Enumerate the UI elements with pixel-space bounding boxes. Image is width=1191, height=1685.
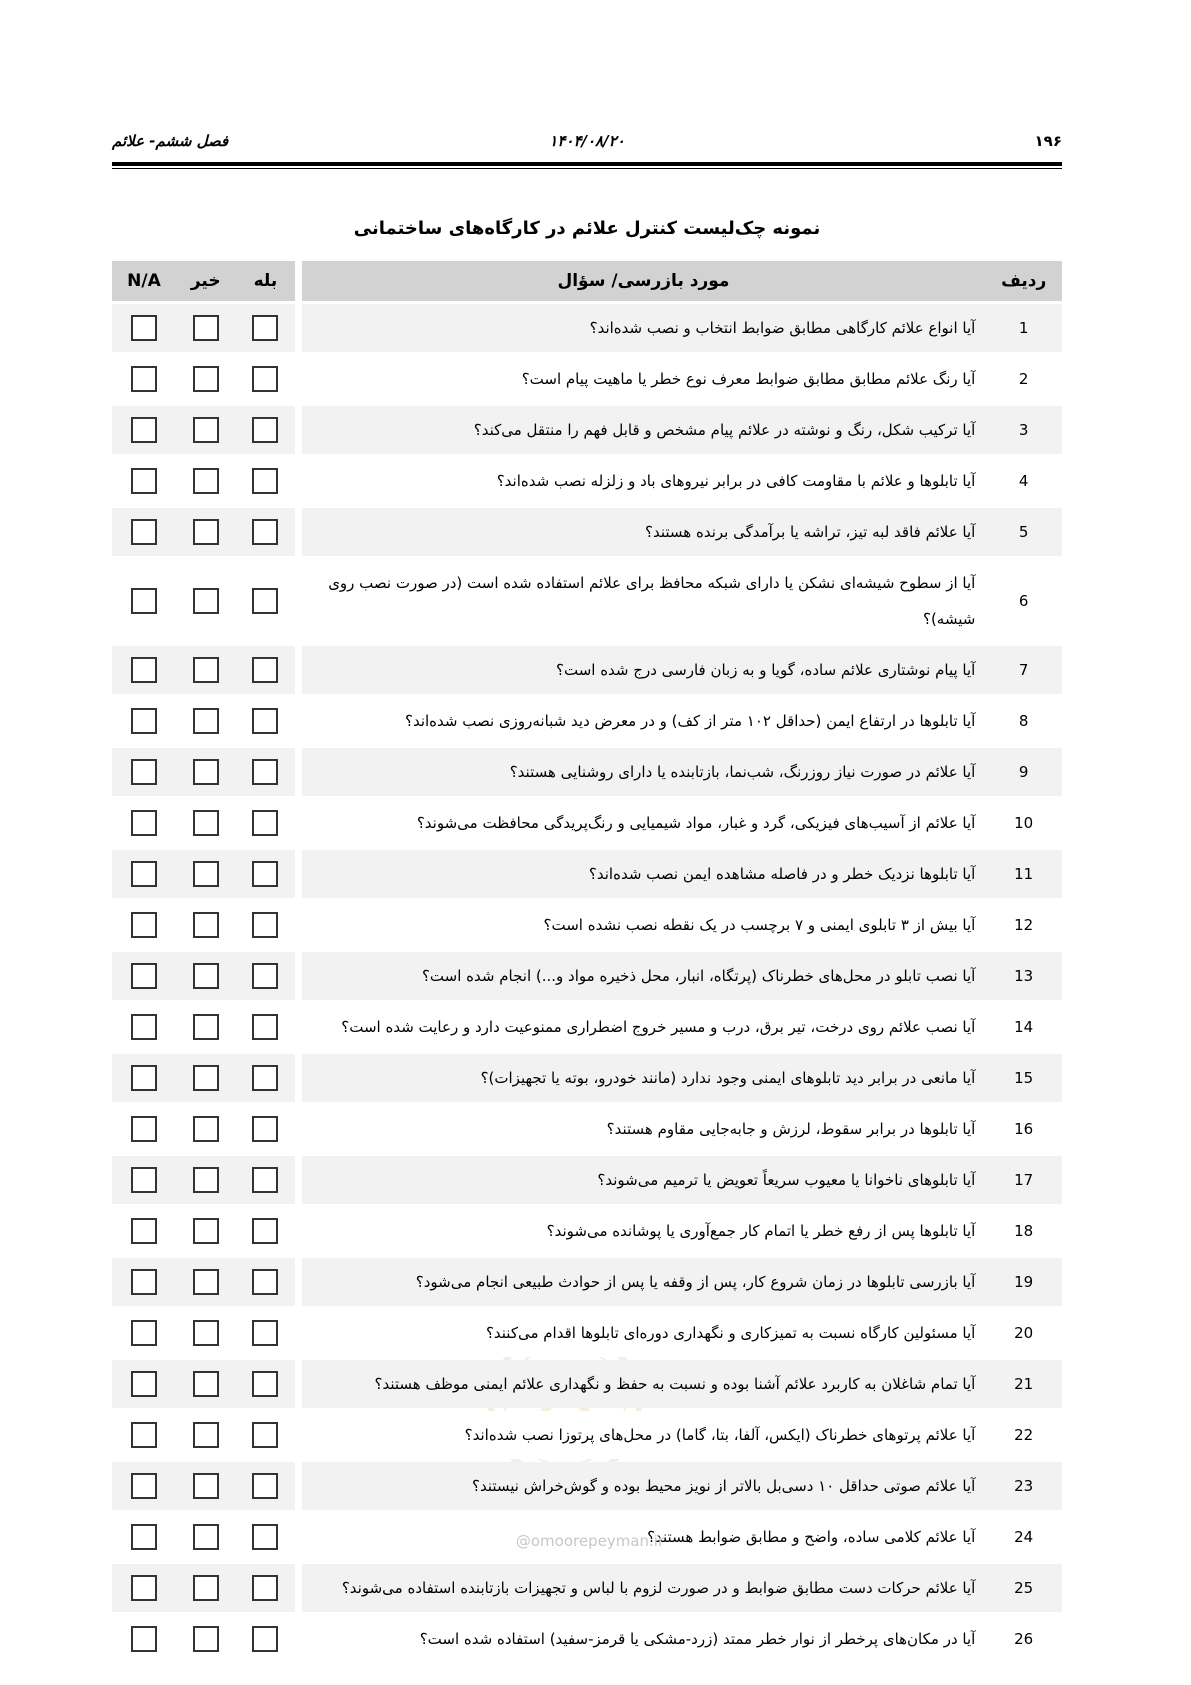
question-text: آیا علائم حرکات دست مطابق ضوابط و در صورت لزوم با لباس و تجهیزات بازتابنده استفاده می‌شوند؟ bbox=[302, 1564, 986, 1612]
row-number: 14 bbox=[985, 1003, 1062, 1051]
checkbox-no[interactable] bbox=[193, 759, 219, 785]
checkbox-cell-no bbox=[176, 508, 236, 556]
column-header-na: N/A bbox=[112, 261, 176, 301]
checkbox-na[interactable] bbox=[131, 588, 157, 614]
checkbox-no[interactable] bbox=[193, 912, 219, 938]
checkbox-no[interactable] bbox=[193, 1167, 219, 1193]
checkbox-no[interactable] bbox=[193, 1524, 219, 1550]
checkbox-no[interactable] bbox=[193, 1473, 219, 1499]
question-text: آیا انواع علائم کارگاهی مطابق ضوابط انتخاب و نصب شده‌اند؟ bbox=[302, 304, 986, 352]
column-separator bbox=[295, 1615, 301, 1663]
checkbox-cell-na bbox=[112, 1207, 176, 1255]
row-number: 6 bbox=[985, 559, 1062, 643]
checkbox-cell-na bbox=[112, 559, 176, 643]
checkbox-cell-na bbox=[112, 901, 176, 949]
checkbox-no[interactable] bbox=[193, 1575, 219, 1601]
checkbox-na[interactable] bbox=[131, 1269, 157, 1295]
table-header-row bbox=[112, 261, 1062, 301]
column-separator bbox=[295, 646, 301, 694]
checkbox-yes[interactable] bbox=[252, 366, 278, 392]
checkbox-cell-na bbox=[112, 355, 176, 403]
checkbox-yes[interactable] bbox=[252, 1524, 278, 1550]
checkbox-na[interactable] bbox=[131, 1575, 157, 1601]
checkbox-cell-no bbox=[176, 1462, 236, 1510]
checkbox-yes[interactable] bbox=[252, 417, 278, 443]
row-number: 4 bbox=[985, 457, 1062, 505]
checkbox-cell-yes bbox=[236, 559, 296, 643]
table-row bbox=[112, 646, 1062, 694]
checkbox-no[interactable] bbox=[193, 1116, 219, 1142]
checkbox-yes[interactable] bbox=[252, 912, 278, 938]
column-separator bbox=[295, 559, 301, 643]
row-number: 16 bbox=[985, 1105, 1062, 1153]
checklist-title: نمونه چک‌لیست کنترل علائم در کارگاه‌های ساختمانی bbox=[353, 218, 821, 239]
column-separator bbox=[295, 304, 301, 352]
checkbox-cell-na bbox=[112, 304, 176, 352]
column-separator bbox=[295, 261, 301, 301]
checkbox-na[interactable] bbox=[131, 1014, 157, 1040]
checkbox-no[interactable] bbox=[193, 1371, 219, 1397]
checkbox-cell-no bbox=[176, 1207, 236, 1255]
checkbox-yes[interactable] bbox=[252, 1167, 278, 1193]
question-text: آیا علائم از آسیب‌های فیزیکی، گرد و غبار، مواد شیمیایی و رنگ‌پریدگی محافظت می‌شوند؟ bbox=[302, 799, 986, 847]
column-header-question: مورد بازرسی/ سؤال bbox=[302, 261, 986, 301]
checkbox-na[interactable] bbox=[131, 1422, 157, 1448]
column-separator bbox=[295, 748, 301, 796]
checkbox-na[interactable] bbox=[131, 810, 157, 836]
question-text: آیا نصب علائم روی درخت، تیر برق، درب و مسیر خروج اضطراری ممنوعیت دارد و رعایت شده است؟ bbox=[302, 1003, 986, 1051]
table-row bbox=[112, 850, 1062, 898]
checkbox-cell-no bbox=[176, 1258, 236, 1306]
table-row bbox=[112, 1207, 1062, 1255]
question-text: آیا تابلوها در برابر سقوط، لرزش و جابه‌جایی مقاوم هستند؟ bbox=[302, 1105, 986, 1153]
checklist-table bbox=[112, 258, 1062, 1666]
checkbox-yes[interactable] bbox=[252, 861, 278, 887]
page-number: ۱۹۶ bbox=[1034, 132, 1062, 150]
checkbox-na[interactable] bbox=[131, 1371, 157, 1397]
table-row bbox=[112, 1156, 1062, 1204]
column-separator bbox=[295, 355, 301, 403]
checkbox-na[interactable] bbox=[131, 1626, 157, 1652]
question-text: آیا مانعی در برابر دید تابلوهای ایمنی وجود ندارد (مانند خودرو، بوته یا تجهیزات)؟ bbox=[302, 1054, 986, 1102]
column-separator bbox=[295, 799, 301, 847]
checkbox-na[interactable] bbox=[131, 468, 157, 494]
checkbox-cell-na bbox=[112, 1003, 176, 1051]
column-separator bbox=[295, 1360, 301, 1408]
row-number: 15 bbox=[985, 1054, 1062, 1102]
checkbox-cell-no bbox=[176, 1564, 236, 1612]
question-text: آیا بازرسی تابلوها در زمان شروع کار، پس از وقفه یا پس از حوادث طبیعی انجام می‌شود؟ bbox=[302, 1258, 986, 1306]
checkbox-cell-no bbox=[176, 1054, 236, 1102]
checkbox-no[interactable] bbox=[193, 366, 219, 392]
checkbox-cell-no bbox=[176, 406, 236, 454]
checkbox-cell-na bbox=[112, 748, 176, 796]
table-row bbox=[112, 1054, 1062, 1102]
checkbox-yes[interactable] bbox=[252, 1218, 278, 1244]
checkbox-cell-yes bbox=[236, 697, 296, 745]
checkbox-cell-yes bbox=[236, 508, 296, 556]
question-text: آیا تابلوهای ناخوانا یا معیوب سریعاً تعویض یا ترمیم می‌شوند؟ bbox=[302, 1156, 986, 1204]
checkbox-cell-yes bbox=[236, 1054, 296, 1102]
column-separator bbox=[295, 1156, 301, 1204]
checkbox-cell-no bbox=[176, 799, 236, 847]
checkbox-cell-na bbox=[112, 1513, 176, 1561]
question-text: آیا تمام شاغلان به کاربرد علائم آشنا بوده و نسبت به حفظ و نگهداری علائم ایمنی موظف هستند؟ bbox=[302, 1360, 986, 1408]
checkbox-no[interactable] bbox=[193, 1065, 219, 1091]
row-number: 20 bbox=[985, 1309, 1062, 1357]
table-row bbox=[112, 559, 1062, 643]
table-row bbox=[112, 1564, 1062, 1612]
table-row bbox=[112, 406, 1062, 454]
checkbox-cell-na bbox=[112, 952, 176, 1000]
question-text: آیا علائم پرتوهای خطرناک (ایکس، آلفا، بتا، گاما) در محل‌های پرتوزا نصب شده‌اند؟ bbox=[302, 1411, 986, 1459]
checkbox-cell-no bbox=[176, 355, 236, 403]
checkbox-cell-na bbox=[112, 1615, 176, 1663]
question-text: آیا تابلوها پس از رفع خطر یا اتمام کار جمع‌آوری یا پوشانده می‌شوند؟ bbox=[302, 1207, 986, 1255]
question-text: آیا علائم کلامی ساده، واضح و مطابق ضوابط هستند؟ bbox=[302, 1513, 986, 1561]
question-text: آیا علائم در صورت نیاز روزرنگ، شب‌نما، بازتابنده یا دارای روشنایی هستند؟ bbox=[302, 748, 986, 796]
checkbox-no[interactable] bbox=[193, 417, 219, 443]
checkbox-cell-no bbox=[176, 1156, 236, 1204]
row-number: 25 bbox=[985, 1564, 1062, 1612]
checkbox-no[interactable] bbox=[193, 468, 219, 494]
checkbox-na[interactable] bbox=[131, 708, 157, 734]
checkbox-cell-yes bbox=[236, 1156, 296, 1204]
row-number: 2 bbox=[985, 355, 1062, 403]
question-text: آیا تابلوها نزدیک خطر و در فاصله مشاهده ایمن نصب شده‌اند؟ bbox=[302, 850, 986, 898]
table-row bbox=[112, 1258, 1062, 1306]
checkbox-no[interactable] bbox=[193, 1320, 219, 1346]
checkbox-na[interactable] bbox=[131, 861, 157, 887]
checkbox-cell-yes bbox=[236, 406, 296, 454]
chapter-title: فصل ششم- علائم bbox=[112, 132, 229, 150]
checkbox-cell-no bbox=[176, 1003, 236, 1051]
column-separator bbox=[295, 1411, 301, 1459]
row-number: 24 bbox=[985, 1513, 1062, 1561]
checkbox-cell-na bbox=[112, 1054, 176, 1102]
table-row bbox=[112, 748, 1062, 796]
checkbox-cell-no bbox=[176, 646, 236, 694]
row-number: 10 bbox=[985, 799, 1062, 847]
column-separator bbox=[295, 850, 301, 898]
checkbox-cell-no bbox=[176, 1411, 236, 1459]
column-separator bbox=[295, 952, 301, 1000]
checkbox-cell-yes bbox=[236, 1258, 296, 1306]
checkbox-cell-na bbox=[112, 1105, 176, 1153]
row-number: 3 bbox=[985, 406, 1062, 454]
row-number: 18 bbox=[985, 1207, 1062, 1255]
row-number: 23 bbox=[985, 1462, 1062, 1510]
checkbox-cell-no bbox=[176, 850, 236, 898]
checkbox-cell-no bbox=[176, 1615, 236, 1663]
checkbox-na[interactable] bbox=[131, 657, 157, 683]
checkbox-cell-no bbox=[176, 1360, 236, 1408]
question-text: آیا در مکان‌های پرخطر از نوار خطر ممتد (زرد-مشکی یا قرمز-سفید) استفاده شده است؟ bbox=[302, 1615, 986, 1663]
checkbox-no[interactable] bbox=[193, 657, 219, 683]
row-number: 11 bbox=[985, 850, 1062, 898]
checkbox-no[interactable] bbox=[193, 708, 219, 734]
checkbox-yes[interactable] bbox=[252, 759, 278, 785]
checkbox-cell-yes bbox=[236, 1462, 296, 1510]
column-separator bbox=[295, 697, 301, 745]
checkbox-cell-na bbox=[112, 1258, 176, 1306]
checkbox-cell-yes bbox=[236, 799, 296, 847]
checkbox-cell-yes bbox=[236, 1105, 296, 1153]
checkbox-no[interactable] bbox=[193, 519, 219, 545]
table-row bbox=[112, 1309, 1062, 1357]
checkbox-yes[interactable] bbox=[252, 1575, 278, 1601]
checkbox-cell-na bbox=[112, 1564, 176, 1612]
row-number: 9 bbox=[985, 748, 1062, 796]
checkbox-cell-yes bbox=[236, 1309, 296, 1357]
checkbox-cell-no bbox=[176, 1513, 236, 1561]
header-rule-thin bbox=[112, 168, 1062, 169]
checkbox-yes[interactable] bbox=[252, 588, 278, 614]
checkbox-cell-na bbox=[112, 697, 176, 745]
checkbox-cell-no bbox=[176, 304, 236, 352]
checkbox-no[interactable] bbox=[193, 1626, 219, 1652]
checkbox-yes[interactable] bbox=[252, 1014, 278, 1040]
checkbox-cell-yes bbox=[236, 457, 296, 505]
column-separator bbox=[295, 406, 301, 454]
checkbox-yes[interactable] bbox=[252, 657, 278, 683]
question-text: آیا تابلوها و علائم با مقاومت کافی در برابر نیروهای باد و زلزله نصب شده‌اند؟ bbox=[302, 457, 986, 505]
checkbox-cell-na bbox=[112, 1360, 176, 1408]
table-row bbox=[112, 1360, 1062, 1408]
checkbox-yes[interactable] bbox=[252, 1269, 278, 1295]
checkbox-cell-no bbox=[176, 748, 236, 796]
checkbox-cell-yes bbox=[236, 304, 296, 352]
table-row bbox=[112, 901, 1062, 949]
checkbox-cell-yes bbox=[236, 1513, 296, 1561]
column-separator bbox=[295, 457, 301, 505]
checkbox-cell-yes bbox=[236, 1207, 296, 1255]
checkbox-na[interactable] bbox=[131, 1218, 157, 1244]
row-number: 8 bbox=[985, 697, 1062, 745]
checkbox-cell-yes bbox=[236, 1564, 296, 1612]
checkbox-cell-yes bbox=[236, 1360, 296, 1408]
checkbox-cell-na bbox=[112, 646, 176, 694]
checkbox-na[interactable] bbox=[131, 1320, 157, 1346]
checkbox-yes[interactable] bbox=[252, 1371, 278, 1397]
checkbox-no[interactable] bbox=[193, 1014, 219, 1040]
question-text: آیا علائم صوتی حداقل ۱۰ دسی‌بل بالاتر از نویز محیط بوده و گوش‌خراش نیستند؟ bbox=[302, 1462, 986, 1510]
column-header-yes: بله bbox=[236, 261, 296, 301]
row-number: 5 bbox=[985, 508, 1062, 556]
checkbox-yes[interactable] bbox=[252, 1473, 278, 1499]
checkbox-na[interactable] bbox=[131, 1524, 157, 1550]
question-text: آیا پیام نوشتاری علائم ساده، گویا و به زبان فارسی درج شده است؟ bbox=[302, 646, 986, 694]
checkbox-no[interactable] bbox=[193, 1269, 219, 1295]
checkbox-no[interactable] bbox=[193, 588, 219, 614]
row-number: 21 bbox=[985, 1360, 1062, 1408]
checkbox-na[interactable] bbox=[131, 759, 157, 785]
checkbox-yes[interactable] bbox=[252, 519, 278, 545]
column-separator bbox=[295, 1207, 301, 1255]
column-separator bbox=[295, 1105, 301, 1153]
checkbox-cell-yes bbox=[236, 355, 296, 403]
checkbox-cell-yes bbox=[236, 748, 296, 796]
table-row bbox=[112, 952, 1062, 1000]
table-row bbox=[112, 799, 1062, 847]
checkbox-cell-yes bbox=[236, 1411, 296, 1459]
table-row bbox=[112, 457, 1062, 505]
question-text: آیا ترکیب شکل، رنگ و نوشته در علائم پیام مشخص و قابل فهم را منتقل می‌کند؟ bbox=[302, 406, 986, 454]
question-text: آیا علائم فاقد لبه تیز، تراشه یا برآمدگی برنده هستند؟ bbox=[302, 508, 986, 556]
column-separator bbox=[295, 1309, 301, 1357]
checkbox-yes[interactable] bbox=[252, 708, 278, 734]
checkbox-cell-no bbox=[176, 1105, 236, 1153]
checkbox-cell-yes bbox=[236, 952, 296, 1000]
checkbox-cell-na bbox=[112, 508, 176, 556]
checkbox-yes[interactable] bbox=[252, 468, 278, 494]
row-number: 22 bbox=[985, 1411, 1062, 1459]
checkbox-yes[interactable] bbox=[252, 1422, 278, 1448]
question-text: آیا نصب تابلو در محل‌های خطرناک (پرتگاه، انبار، محل ذخیره مواد و...) انجام شده است؟ bbox=[302, 952, 986, 1000]
checkbox-cell-no bbox=[176, 1309, 236, 1357]
checkbox-cell-no bbox=[176, 457, 236, 505]
checkbox-cell-na bbox=[112, 457, 176, 505]
checkbox-cell-no bbox=[176, 559, 236, 643]
column-separator bbox=[295, 1564, 301, 1612]
row-number: 1 bbox=[985, 304, 1062, 352]
question-text: آیا مسئولین کارگاه نسبت به تمیزکاری و نگهداری دوره‌ای تابلوها اقدام می‌کنند؟ bbox=[302, 1309, 986, 1357]
checkbox-na[interactable] bbox=[131, 519, 157, 545]
row-number: 19 bbox=[985, 1258, 1062, 1306]
checkbox-yes[interactable] bbox=[252, 1116, 278, 1142]
checkbox-cell-na bbox=[112, 406, 176, 454]
checkbox-yes[interactable] bbox=[252, 315, 278, 341]
checkbox-no[interactable] bbox=[193, 315, 219, 341]
checkbox-cell-yes bbox=[236, 1615, 296, 1663]
table-row bbox=[112, 304, 1062, 352]
checkbox-na[interactable] bbox=[131, 912, 157, 938]
page-header bbox=[112, 128, 1062, 158]
checkbox-yes[interactable] bbox=[252, 1320, 278, 1346]
checkbox-no[interactable] bbox=[193, 861, 219, 887]
question-text: آیا از سطوح شیشه‌ای نشکن یا دارای شبکه محافظ برای علائم استفاده شده است (در صورت نصب روی شیشه)؟ bbox=[302, 559, 986, 643]
checklist-rows bbox=[112, 304, 1062, 1663]
checkbox-no[interactable] bbox=[193, 963, 219, 989]
checkbox-na[interactable] bbox=[131, 1065, 157, 1091]
checkbox-cell-no bbox=[176, 697, 236, 745]
table-row bbox=[112, 697, 1062, 745]
checkbox-no[interactable] bbox=[193, 1422, 219, 1448]
checkbox-cell-yes bbox=[236, 901, 296, 949]
column-header-no: خیر bbox=[176, 261, 236, 301]
table-row bbox=[112, 1462, 1062, 1510]
checkbox-na[interactable] bbox=[131, 315, 157, 341]
checkbox-cell-no bbox=[176, 901, 236, 949]
checkbox-cell-yes bbox=[236, 850, 296, 898]
checkbox-na[interactable] bbox=[131, 1167, 157, 1193]
checkbox-yes[interactable] bbox=[252, 810, 278, 836]
table-row bbox=[112, 1105, 1062, 1153]
checkbox-cell-na bbox=[112, 1411, 176, 1459]
checkbox-no[interactable] bbox=[193, 1218, 219, 1244]
question-text: آیا تابلوها در ارتفاع ایمن (حداقل ۱۰۲ متر از کف) و در معرض دید شبانه‌روزی نصب شده‌اند؟ bbox=[302, 697, 986, 745]
question-text: آیا بیش از ۳ تابلوی ایمنی و ۷ برچسب در یک نقطه نصب نشده است؟ bbox=[302, 901, 986, 949]
column-separator bbox=[295, 1513, 301, 1561]
column-separator bbox=[295, 1054, 301, 1102]
table-row bbox=[112, 1003, 1062, 1051]
checkbox-na[interactable] bbox=[131, 366, 157, 392]
checkbox-na[interactable] bbox=[131, 1116, 157, 1142]
checkbox-cell-na bbox=[112, 1309, 176, 1357]
checkbox-cell-na bbox=[112, 1462, 176, 1510]
row-number: 12 bbox=[985, 901, 1062, 949]
table-row bbox=[112, 1411, 1062, 1459]
checkbox-cell-yes bbox=[236, 1003, 296, 1051]
header-date: ۱۴۰۴/۰۸/۲۰ bbox=[549, 132, 625, 150]
row-number: 17 bbox=[985, 1156, 1062, 1204]
column-separator bbox=[295, 1003, 301, 1051]
table-row bbox=[112, 508, 1062, 556]
checkbox-cell-na bbox=[112, 799, 176, 847]
row-number: 7 bbox=[985, 646, 1062, 694]
checkbox-cell-no bbox=[176, 952, 236, 1000]
checkbox-cell-yes bbox=[236, 646, 296, 694]
table-row bbox=[112, 355, 1062, 403]
row-number: 26 bbox=[985, 1615, 1062, 1663]
checkbox-yes[interactable] bbox=[252, 963, 278, 989]
header-rule-thick bbox=[112, 162, 1062, 166]
checkbox-no[interactable] bbox=[193, 810, 219, 836]
column-header-row-number: ردیف bbox=[985, 261, 1062, 301]
table-row bbox=[112, 1615, 1062, 1663]
checkbox-na[interactable] bbox=[131, 1473, 157, 1499]
checkbox-na[interactable] bbox=[131, 417, 157, 443]
question-text: آیا رنگ علائم مطابق مطابق ضوابط معرف نوع خطر یا ماهیت پیام است؟ bbox=[302, 355, 986, 403]
checkbox-na[interactable] bbox=[131, 963, 157, 989]
column-separator bbox=[295, 1462, 301, 1510]
checkbox-cell-na bbox=[112, 1156, 176, 1204]
checkbox-yes[interactable] bbox=[252, 1065, 278, 1091]
watermark-text: @omoorepeyman.ir bbox=[515, 1532, 665, 1550]
checkbox-cell-na bbox=[112, 850, 176, 898]
row-number: 13 bbox=[985, 952, 1062, 1000]
checkbox-yes[interactable] bbox=[252, 1626, 278, 1652]
column-separator bbox=[295, 508, 301, 556]
column-separator bbox=[295, 1258, 301, 1306]
column-separator bbox=[295, 901, 301, 949]
